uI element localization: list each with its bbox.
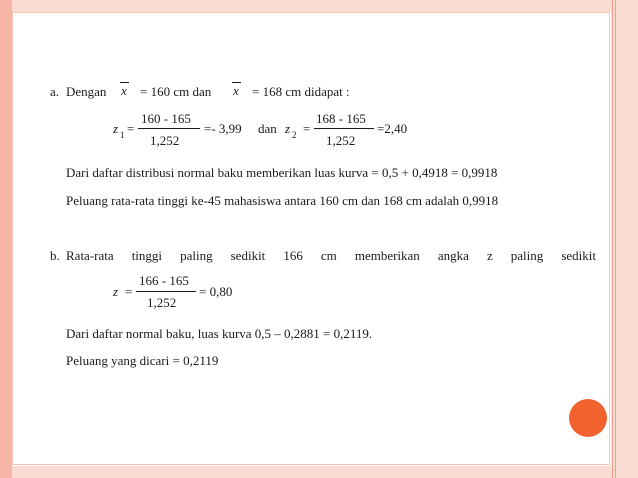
word: sedikit [230,248,266,263]
formula-denominator: 1,252 [147,295,177,310]
word: memberikan [354,248,420,263]
xbar-symbol: x [233,83,239,98]
accent-circle [569,399,607,437]
formula-result: = 0,80 [199,284,233,299]
intro-text: = 160 cm dan [140,84,212,99]
word: paling [510,248,544,263]
intro-text: = 168 cm didapat : [252,84,350,99]
word: tinggi [131,248,163,263]
fraction-bar [138,128,200,129]
frame-line [612,0,613,478]
paragraph-line: Dari daftar distribusi normal baku memberikan luas kurva = 0,5 + 0,4918 = 0,9918 [66,165,498,180]
formula-variable: z [113,121,119,136]
formula-result: =- 3,99 [204,121,242,136]
justified-line [66,248,596,263]
word: angka [437,248,469,263]
item-label-a: a. [50,84,60,99]
item-label-b: b. [50,248,60,263]
word: paling [180,248,213,263]
formula-variable: z [113,284,119,299]
formula-numerator: 166 - 165 [139,273,189,288]
frame-line [615,0,616,478]
formula-equals: = [303,121,311,136]
word: cm [320,248,337,263]
xbar-symbol: x [121,83,127,98]
formula-subscript: 2 [292,130,297,140]
paragraph-line: Peluang rata-rata tinggi ke-45 mahasiswa antara 160 cm dan 168 cm adalah 0,9918 [66,193,499,208]
frame-bottom [0,466,638,478]
fraction-bar [136,291,196,292]
fraction-bar [314,128,374,129]
intro-word: Dengan [66,84,107,99]
formula-subscript: 1 [120,130,125,140]
paragraph-line: Peluang yang dicari = 0,2119 [66,353,219,368]
word: 166 [283,248,303,263]
formula-result: =2,40 [377,121,408,136]
formula-numerator: 160 - 165 [141,111,191,126]
frame-left [0,0,12,478]
formula-equals: = [127,121,135,136]
formula-connector: dan [258,121,277,136]
formula-variable: z [285,121,291,136]
word: z [486,248,493,263]
formula-denominator: 1,252 [150,133,180,148]
slide-area [12,12,611,466]
formula-equals: = [125,284,133,299]
formula-numerator: 168 - 165 [316,111,366,126]
paragraph-line: Dari daftar normal baku, luas kurva 0,5 – 0,2881 = 0,2119. [66,326,373,341]
frame-top [0,0,638,12]
word: Rata-rata [66,248,114,263]
word: sedikit [561,248,596,263]
formula-denominator: 1,252 [326,133,356,148]
